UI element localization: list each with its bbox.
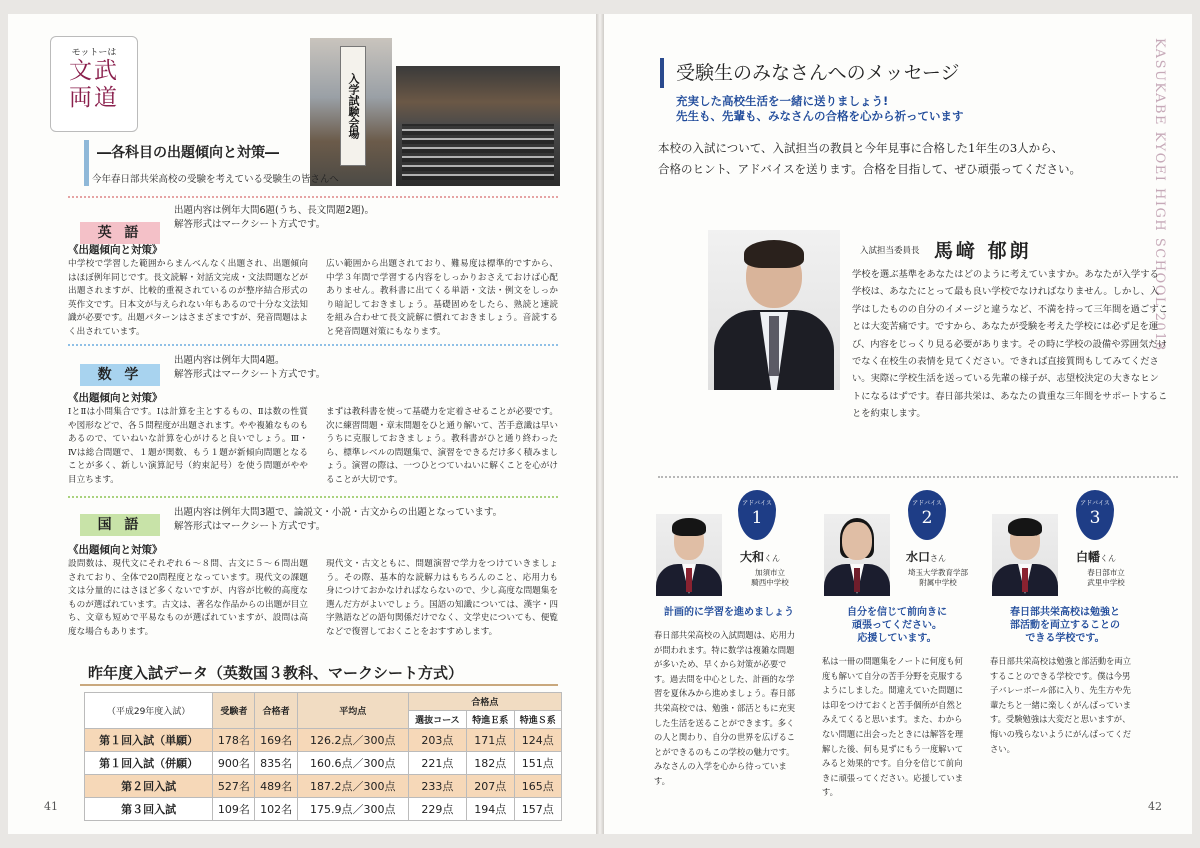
message-subtitle-2: 先生も、先輩も、みなさんの合格を心から祈っています [676,109,964,123]
header-course-2: 特進Ｅ系 [467,711,514,729]
cell-course-3: 151点 [514,752,562,775]
cell-applicants: 109名 [213,798,255,821]
school-line-1: 春日部市立 [1087,568,1125,577]
row-label: 第２回入試 [85,775,213,798]
student-photo-1 [656,514,722,596]
subject-label-english: 英 語 [80,222,160,244]
exam-data-table [84,692,562,821]
intro-line-2: 合格のヒント、アドバイスを送ります。合格を目指して、ぜひ頑張ってください。 [658,162,1081,176]
japanese-desc-2: 解答形式はマークシート方式です。 [174,521,326,532]
school-line-1: 加須市立 [755,568,785,577]
english-desc-2: 解答形式はマークシート方式です。 [174,219,326,230]
page-gutter [596,14,604,834]
advice-label: アドバイス [912,500,942,507]
advice-badge-1 [738,490,776,540]
school-line-2: 武里中学校 [1087,578,1125,587]
advice-heading-line-1: 春日部共栄高校は勉強と [1010,607,1120,618]
student-suffix: くん [764,554,781,563]
student-suffix: さん [930,554,947,563]
row-label: 第１回入試（併願） [85,752,213,775]
page-number-left: 41 [44,800,58,813]
table-row [85,775,562,798]
table-row [85,729,562,752]
advice-divider [658,476,1178,478]
principal-tie [769,316,779,376]
principal-role: 入試担当委員長 [860,246,920,256]
advice-heading-line-3: 応援しています。 [857,633,937,644]
cell-course-2: 194点 [467,798,514,821]
cell-course-1: 229点 [408,798,466,821]
advice-label: アドバイス [742,500,772,507]
english-heading: 《出題傾向と対策》 [68,244,163,256]
advice-heading-line-2: 頑張ってください。 [852,620,942,631]
student-name-3 [1076,548,1116,565]
advice-label: アドバイス [1080,500,1110,507]
advice-number: 3 [1089,508,1101,528]
table-row [85,752,562,775]
advice-heading-line-3: できる学校です。 [1025,633,1105,644]
cell-course-3: 124点 [514,729,562,752]
cell-course-3: 165点 [514,775,562,798]
header-passline: 合格点 [408,693,561,711]
advice-heading-line-1: 自分を信じて前向きに [847,607,947,618]
header-applicants: 受験者 [213,693,255,729]
student-name: 白幡 [1076,550,1101,564]
exam-sign-text: 入学試験会場 [340,46,366,166]
row-label: 第１回入試（単願） [85,729,213,752]
cell-course-3: 157点 [514,798,562,821]
english-col-2: 広い範囲から出題されており、難易度は標準的ですから、中学３年間で学習する内容をしっかりおさえておけば心配ありません。教科書に出てくる単語・文法・例文をしっかり暗記しておきましょう。基礎固めをしたら、熟読と速読を組み合わせて長文読解に慣れておきましょう。音読すると発音問題対策にもなります。 [326,259,558,337]
japanese-col-2: 現代文・古文ともに、問題演習で学力をつけていきましょう。その際、基本的な読解力はもちろんのこと、応用力も身につけておかなければならないので、少し高度な問題集を選んだ方がよいでしょう。国語の知識については、漢字・四字熟語などの語句関係だけでなく、文学史についても、便覧などで復習しておくことをおすすめします。 [326,559,558,637]
student-tie [1022,568,1028,592]
principal-message: 学校を選ぶ基準をあなたはどのように考えていますか。あなたが入学する学校は、あなたにとって最も良い学校でなければなりません。しかし、入学はしたものの自分のイメージと違うなど、不満を持って三年間を過ごすことは大変苦痛です。ですから、あなたが受験を考えた学校には必ず足を運び、内容をじっくり見る必要があります。その時に学校の設備や雰囲気だけでなく在校生の表情を見てください。できれば直接質問もしてみてください。実際に学校生活を送っている先輩の様子が、志望校決定の大きなヒントになるはずです。春日部共栄は、あなたの貴重な三年間をサポートすることを約束します。 [852,269,1168,420]
student-name-1 [740,548,780,565]
page-number-right: 42 [1148,800,1162,813]
motto-small: モットーは [71,48,117,58]
cell-passed: 835名 [255,752,297,775]
intro-text [658,138,1081,180]
cell-average: 187.2点／300点 [297,775,408,798]
exam-data-underline [80,684,558,686]
student-hair [1008,518,1042,536]
student-school-3 [1076,568,1136,588]
exam-hall-photo [396,66,560,186]
advice-heading-line-1: 計画的に学習を進めましょう [664,607,794,618]
student-photo-3 [992,514,1058,596]
message-subtitle-1: 充実した高校生活を一緒に送りましょう! [676,94,889,108]
advice-badge-2 [908,490,946,540]
student-school-2 [902,568,974,588]
exam-sign-photo [310,38,392,186]
motto-line1: 文武 [69,58,119,84]
student-head [842,522,872,560]
header-year: （平成29年度入試） [85,693,213,729]
advice-heading-3 [990,606,1140,645]
cell-average: 175.9点／300点 [297,798,408,821]
advice-heading-line-2: 部活動を両立することの [1010,620,1120,631]
advice-badge-3 [1076,490,1114,540]
divider-japanese-top [68,496,558,498]
cell-applicants: 178名 [213,729,255,752]
math-heading: 《出題傾向と対策》 [68,392,163,404]
left-page [8,14,596,834]
japanese-col-1: 設問数は、現代文にそれぞれ６～８問、古文に５～６問出題されており、全体で20問程度となっています。現代文の課題文は分量的にはさほど多くないですが、内容が比較的高度なものが選ばれています。古文は、著名な作品からの出題が目立ち、文章も短めで平易なものが選ばれていますが、設問は高度な場合もあります。 [68,559,308,637]
student-tie [686,568,692,592]
exam-hall-rows [402,124,554,180]
cell-applicants: 900名 [213,752,255,775]
japanese-heading: 《出題傾向と対策》 [68,544,163,556]
subject-label-math: 数 学 [80,364,160,386]
cell-average: 160.6点／300点 [297,752,408,775]
math-col-1: ⅠとⅡは小問集合です。Ⅰは計算を主とするもの、Ⅱは数の性質や図形などで、各５問程度が出題されます。やや複雑なものもあるので、ていねいな計算を心がけると良いでしょう。Ⅲ・Ⅳは総合問題で、１題が関数、もう１題が新傾向問題となることが多く、新しい演算記号（約束記号）を使う問題がやや目立ちます。 [68,407,308,485]
english-desc-1: 出題内容は例年大問6題(うち、長文問題2題)。 [174,205,375,216]
school-line-1: 埼玉大学教育学部 [908,568,968,577]
cell-course-2: 171点 [467,729,514,752]
advice-number: 2 [921,508,933,528]
school-line-2: 附属中学校 [919,578,957,587]
cell-course-2: 182点 [467,752,514,775]
cell-passed: 169名 [255,729,297,752]
advice-text-3: 春日部共栄高校は勉強と部活動を両立することのできる学校です。僕は今男子バレーボール部に入り、先生方や先輩たちと一緒に楽しくがんばっています。受験勉強は大変だと思いますが、悔いの残らないようにがんばってください。 [990,656,1132,754]
header-average: 平均点 [297,693,408,729]
principal-photo [708,230,840,390]
student-name: 大和 [740,550,765,564]
cell-applicants: 527名 [213,775,255,798]
header-passed: 合格者 [255,693,297,729]
divider-math-top [68,344,558,346]
student-name-2 [906,548,946,565]
header-course-3: 特進Ｓ系 [514,711,562,729]
student-hair [672,518,706,536]
cell-course-1: 203点 [408,729,466,752]
row-label: 第３回入試 [85,798,213,821]
student-photo-2 [824,514,890,596]
cell-course-1: 221点 [408,752,466,775]
table-row [85,798,562,821]
student-suffix: くん [1100,554,1117,563]
message-title: 受験生のみなさんへのメッセージ [660,58,959,88]
motto-line2: 両道 [69,85,119,111]
principal-name: 馬﨑 郁朗 [934,240,1032,262]
principal-hair [744,240,804,268]
english-col-1: 中学校で学習した範囲からまんべんなく出題され、出題傾向はほぼ例年同じです。長文読解・対話文完成・文法問題などが出題されますが、比較的重視されているのが整序結合形式の英作文です。日本文が与えられない年もあるので十分な文法知識が必要です。出題パターンはさまざまですが、発音問題はよく出されています。 [68,259,308,337]
divider-english-top [68,196,558,198]
cell-passed: 489名 [255,775,297,798]
advice-text-1: 春日部共栄高校の入試問題は、応用力が問われます。特に数学は複雑な問題が多いため、早くから対策が必要です。過去問を中心とした、計画的な学習を夏休みから進めましょう。春日部共栄高校では、勉強・部活ともに充実した生活を送ることができます。多くの人と関わり、自分の世界を広げることができるのもこの学校の魅力です。みなさんの入学を心から待っています。 [654,630,796,786]
motto-box [50,36,138,132]
student-name: 水口 [906,550,931,564]
advice-heading-2 [822,606,972,645]
advice-number: 1 [751,508,763,528]
advice-heading-1 [654,606,804,619]
cell-course-1: 233点 [408,775,466,798]
intro-line-1: 本校の入試について、入試担当の教員と今年見事に合格した1年生の3人から、 [658,141,1064,155]
math-desc-2: 解答形式はマークシート方式です。 [174,369,326,380]
cell-course-2: 207点 [467,775,514,798]
school-line-2: 騎西中学校 [751,578,789,587]
section-title: ―各科目の出題傾向と対策― [97,145,279,161]
advice-text-2: 私は一冊の問題集をノートに何度も何度も解いて自分の苦手分野を克服するようにしました。間違えていた問題には印をつけておくと苦手個所が自然とみえてくると思います。また、わからない問題に出会ったときには解答を理解した後、何も見ずにもう一度解いてみると効果的です。自分を信じて前向きに頑張ってください。応援しています。 [822,656,964,798]
cell-passed: 102名 [255,798,297,821]
student-school-1 [740,568,800,588]
cell-average: 126.2点／300点 [297,729,408,752]
header-course-1: 選抜コース [408,711,466,729]
subject-label-japanese: 国 語 [80,514,160,536]
message-subtitle [676,94,964,124]
vertical-school-title: KASUKABE KYOEI HIGH SCHOOL 2018 [1152,38,1167,352]
japanese-desc-1: 出題内容は例年大問3題で、論説文・小説・古文からの出題となっています。 [174,507,503,518]
section-subtitle: 今年春日部共栄高校の受験を考えている受験生の皆さんへ [92,174,339,185]
math-col-2: まずは教科書を使って基礎力を定着させることが必要です。次に練習問題・章末問題をひと通り解いて、苦手意識は早いうちに克服しておきましょう。教科書がひと通り終わったら、標準レベルの問題集で、演習をできるだけ多く積みましょう。演習の際は、一つひとつていねいに解くことを心がけることが大切です。 [326,407,558,485]
student-ribbon [854,568,860,592]
math-desc-1: 出題内容は例年大問4題。 [174,355,285,366]
exam-data-title: 昨年度入試データ（英数国３教科、マークシート方式） [88,664,464,682]
right-page [604,14,1192,834]
